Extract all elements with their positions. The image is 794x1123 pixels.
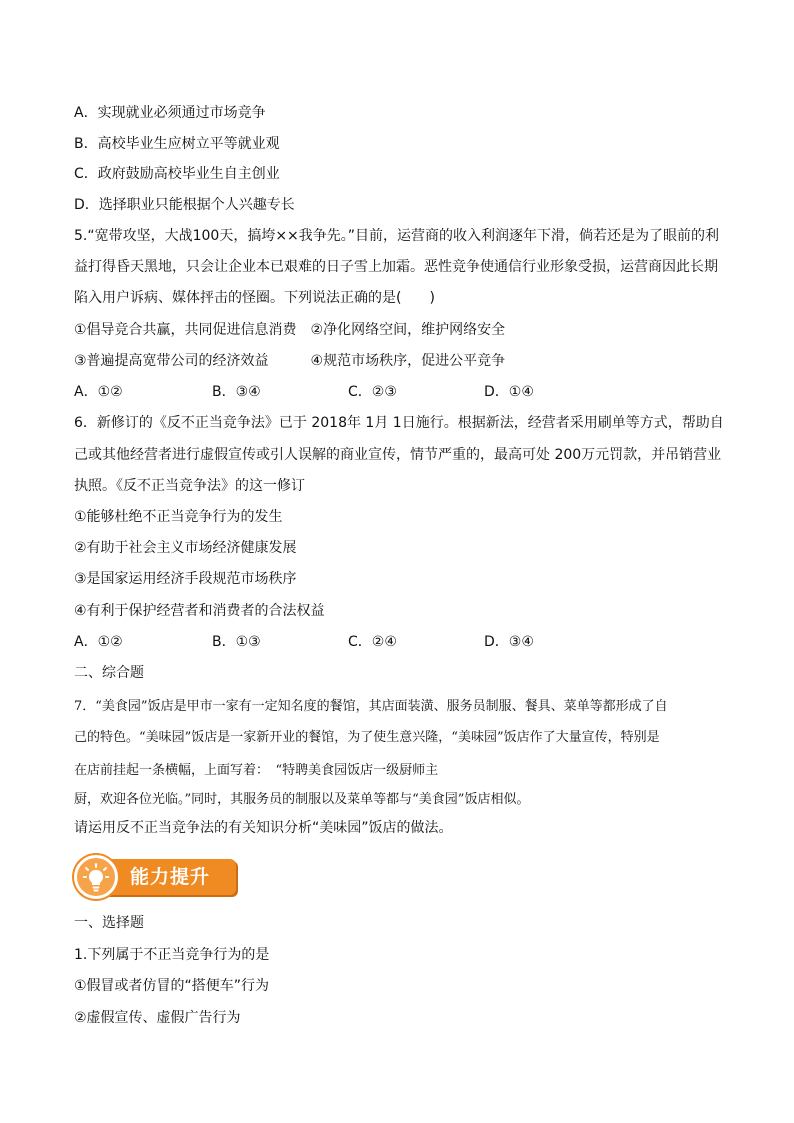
section-title: 一、选择题 bbox=[74, 915, 144, 931]
p1-item: ②虚假宣传、虚假广告行为 bbox=[74, 1010, 241, 1026]
q5-choices bbox=[74, 382, 714, 402]
q5-item: ①倡导竞合共赢，共同促进信息消费 ②净化网络空间，维护网络安全 bbox=[74, 322, 506, 338]
badge-label: 能力提升 bbox=[130, 866, 211, 888]
q4-option-c: C．政府鼓励高校毕业生自主创业 bbox=[74, 166, 280, 182]
q6-stem-line: 执照。《反不正当竞争法》的这一修订 bbox=[74, 478, 305, 494]
section-title: 二、综合题 bbox=[74, 665, 144, 681]
q5-stem-line: 益打得昏天黑地，只会让企业本已艰难的日子雪上加霜。恶性竞争使通信行业形象受损，运营商因此长期 bbox=[74, 259, 718, 275]
q6-choice-a: A．①② bbox=[74, 634, 123, 650]
q7-question: 请运用反不正当竞争法的有关知识分析“美味园”饭店的做法。 bbox=[74, 820, 453, 836]
q7-stem-line: 7．“美食园”饭店是甲市一家有一定知名度的餐馆，其店面装潢、服务员制服、餐具、菜单等都形成了自 bbox=[74, 699, 668, 714]
q6-item: ④有利于保护经营者和消费者的合法权益 bbox=[74, 603, 325, 619]
q6-choices bbox=[74, 632, 714, 652]
q6-stem-line: 己或其他经营者进行虚假宣传或引人误解的商业宣传，情节严重的，最高可处 200万元罚款，并吊销营业 bbox=[74, 447, 722, 463]
q4-option-d: D．选择职业只能根据个人兴趣专长 bbox=[74, 197, 295, 213]
q5-choice-a: A．①② bbox=[74, 384, 123, 400]
q4-option-b: B．高校毕业生应树立平等就业观 bbox=[74, 136, 280, 152]
p1-item: ①假冒或者仿冒的“搭便车”行为 bbox=[74, 978, 270, 994]
q6-item: ②有助于社会主义市场经济健康发展 bbox=[74, 540, 297, 556]
badge-icon-circle bbox=[74, 855, 118, 899]
q5-choice-d: D．①④ bbox=[484, 384, 534, 400]
p1-question: 1.下列属于不正当竞争行为的是 bbox=[74, 947, 270, 963]
q4-option-a: A．实现就业必须通过市场竞争 bbox=[74, 105, 266, 121]
q5-stem-line: 陷入用户诉病、媒体抨击的怪圈。下列说法正确的是( ) bbox=[74, 290, 435, 306]
q7-stem-line: 厨，欢迎各位光临。”同时，其服务员的制服以及菜单等都与“美食园”饭店相似。 bbox=[74, 792, 530, 807]
q6-stem-line: 6．新修订的《反不正当竞争法》已于 2018年 1月 1日施行。根据新法，经营者采用刷单等方式，帮助自 bbox=[74, 415, 724, 431]
q6-item: ①能够杜绝不正当竞争行为的发生 bbox=[74, 509, 283, 525]
q7-stem-line: 己的特色。“美味园”饭店是一家新开业的餐馆，为了使生意兴隆，“美味园”饭店作了大量宣传，特别是 bbox=[74, 730, 660, 745]
q6-item: ③是国家运用经济手段规范市场秩序 bbox=[74, 571, 297, 587]
q5-item: ③普遍提高宽带公司的经济效益 ④规范市场秩序，促进公平竞争 bbox=[74, 353, 506, 369]
q6-choice-d: D．③④ bbox=[484, 634, 534, 650]
q7-stem-line: 在店前挂起一条横幅，上面写着： “特聘美食园饭店一级厨师主 bbox=[74, 763, 439, 778]
q6-choice-b: B．①③ bbox=[212, 634, 261, 650]
q6-choice-c: C．②④ bbox=[348, 634, 397, 650]
q5-choice-c: C．②③ bbox=[348, 384, 397, 400]
section-badge bbox=[74, 855, 236, 899]
q5-choice-b: B．③④ bbox=[212, 384, 261, 400]
q5-stem-line: 5.“宽带攻坚，大战100天，搞垮××我争先。”目前，运营商的收入利润逐年下滑，倘若还是为了眼前的利 bbox=[74, 228, 720, 244]
